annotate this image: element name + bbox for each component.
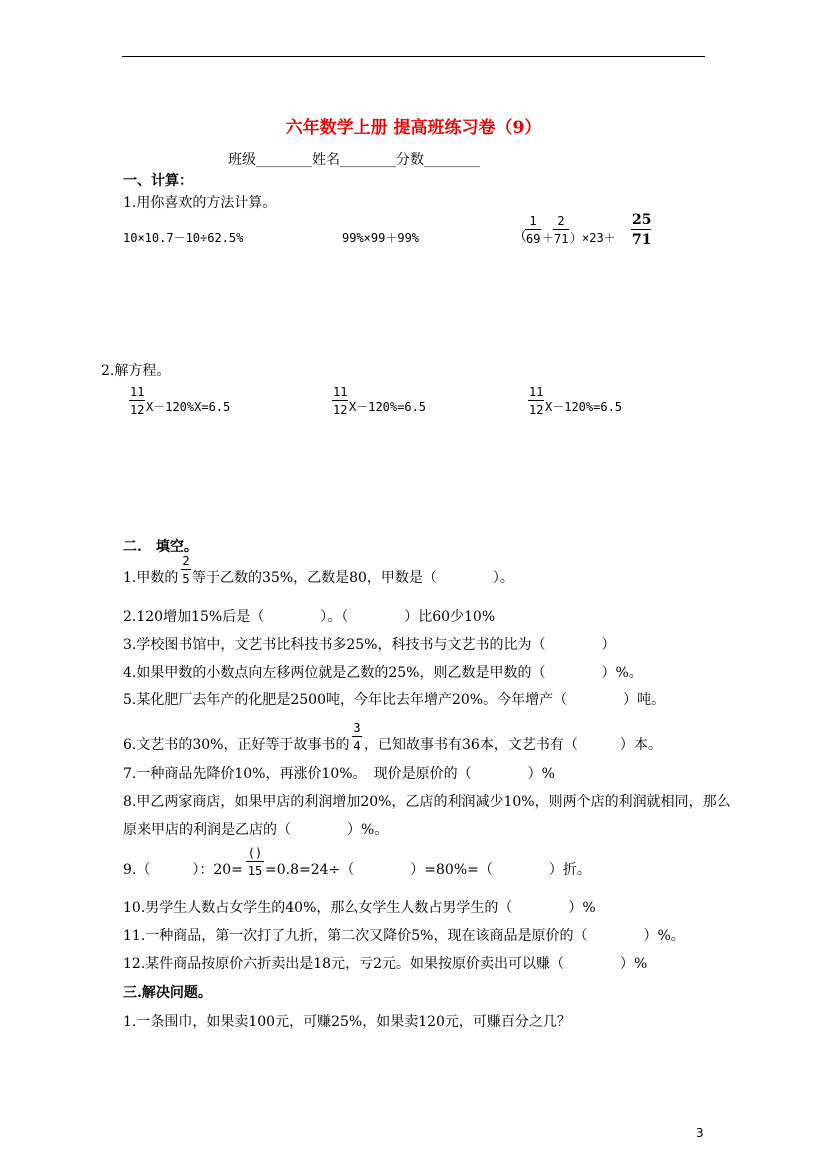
eq3-num: 11 bbox=[529, 385, 544, 399]
expr3-fraction-3 bbox=[631, 213, 651, 247]
s1-q1-label: 1.用你喜欢的方法计算。 bbox=[123, 195, 277, 211]
expr3-open-paren: （ bbox=[513, 229, 527, 245]
expr3-close-mult: ）×23＋ bbox=[570, 231, 616, 245]
s2-q1-fraction bbox=[181, 555, 191, 585]
expr3-plus: ＋ bbox=[542, 231, 555, 245]
s2-q8-line2: 原来甲店的利润是乙店的（ ）%。 bbox=[123, 822, 389, 838]
s2-q1-den: 5 bbox=[181, 569, 191, 585]
s3-q1: 1.一条围巾，如果卖100元，可赚25%，如果卖120元，可赚百分之几？ bbox=[123, 1014, 571, 1030]
s2-q7: 7.一种商品先降价10%，再涨价10%。 现价是原价的（ ）% bbox=[123, 766, 555, 782]
s2-q1-num: 2 bbox=[182, 554, 190, 568]
section1-heading: 一、计算： bbox=[123, 173, 193, 189]
s2-q9-post: =0.8=24÷（ ）=80%=（ ）折。 bbox=[265, 862, 591, 878]
eq1-fraction bbox=[129, 386, 145, 416]
page-title: 六年数学上册 提高班练习卷（9） bbox=[285, 118, 542, 138]
s2-q1-pre: 1.甲数的 bbox=[123, 570, 179, 586]
s1-q1-expr2: 99%×99＋99% bbox=[342, 231, 420, 245]
student-info-line: 班级________姓名________分数________ bbox=[228, 152, 480, 168]
page-number: 3 bbox=[696, 1126, 704, 1140]
eq1-den: 12 bbox=[129, 400, 145, 416]
eq2-den: 12 bbox=[332, 400, 348, 416]
s2-q4: 4.如果甲数的小数点向左移两位就是乙数的25%，则乙数是甲数的（ ）%。 bbox=[123, 665, 643, 681]
section2-heading: 二. 填空。 bbox=[123, 539, 198, 555]
s2-q12: 12.某件商品按原价六折卖出是18元，亏2元。如果按原价卖出可以赚（ ）% bbox=[123, 956, 648, 972]
s2-q11: 11.一种商品，第一次打了九折，第二次又降价5%，现在该商品是原价的（ ）%。 bbox=[123, 928, 685, 944]
eq3-fraction bbox=[528, 386, 544, 416]
expr3-frac2-den: 71 bbox=[553, 229, 569, 245]
s2-q6-post: ，已知故事书有36本，文艺书有（ ）本。 bbox=[364, 737, 662, 753]
s2-q9-den: 15 bbox=[246, 861, 264, 877]
s2-q6-fraction bbox=[352, 722, 362, 752]
expr3-fraction-1 bbox=[525, 215, 541, 245]
s2-q10: 10.男学生人数占女学生的40%，那么女学生人数占男学生的（ ）% bbox=[123, 900, 596, 916]
eq2-rest: X－120%=6.5 bbox=[349, 400, 427, 414]
s2-q9-pre: 9.（ ）：20= bbox=[123, 862, 243, 878]
s2-q6-pre: 6.文艺书的30%，正好等于故事书的 bbox=[123, 737, 350, 753]
header-rule bbox=[122, 56, 705, 57]
eq1-num: 11 bbox=[130, 385, 145, 399]
s2-q9-num: () bbox=[247, 846, 263, 860]
eq1-rest: X－120%X=6.5 bbox=[146, 400, 231, 414]
expr3-frac2-num: 2 bbox=[557, 214, 565, 228]
expr3-frac1-den: 69 bbox=[525, 229, 541, 245]
s1-q2-label: 2.解方程。 bbox=[101, 363, 171, 379]
expr3-frac1-num: 1 bbox=[529, 214, 537, 228]
s2-q6-den: 4 bbox=[352, 736, 362, 752]
s1-q1-expr1: 10×10.7－10÷62.5% bbox=[123, 231, 244, 245]
expr3-fraction-2 bbox=[553, 215, 569, 245]
expr3-frac3-num: 25 bbox=[632, 212, 652, 228]
section3-heading: 三.解决问题。 bbox=[123, 985, 212, 1001]
s2-q2: 2.120增加15%后是（ ）。（ ）比60少10% bbox=[123, 609, 496, 625]
eq3-den: 12 bbox=[528, 400, 544, 416]
s2-q1-post: 等于乙数的35%，乙数是80，甲数是（ ）。 bbox=[192, 570, 514, 586]
eq2-fraction bbox=[332, 386, 348, 416]
s2-q6-num: 3 bbox=[353, 721, 361, 735]
s2-q8-line1: 8.甲乙两家商店，如果甲店的利润增加20%，乙店的利润减少10%，则两个店的利润就相同，那么 bbox=[123, 794, 731, 810]
eq2-num: 11 bbox=[333, 385, 348, 399]
eq3-rest: X－120%=6.5 bbox=[545, 400, 623, 414]
s2-q9-fraction bbox=[246, 847, 264, 877]
s2-q5: 5.某化肥厂去年产的化肥是2500吨，今年比去年增产20%。今年增产（ ）吨。 bbox=[123, 692, 666, 708]
s2-q3: 3.学校图书馆中，文艺书比科技书多25%，科技书与文艺书的比为（ ） bbox=[123, 637, 616, 653]
expr3-frac3-den: 71 bbox=[631, 229, 651, 247]
